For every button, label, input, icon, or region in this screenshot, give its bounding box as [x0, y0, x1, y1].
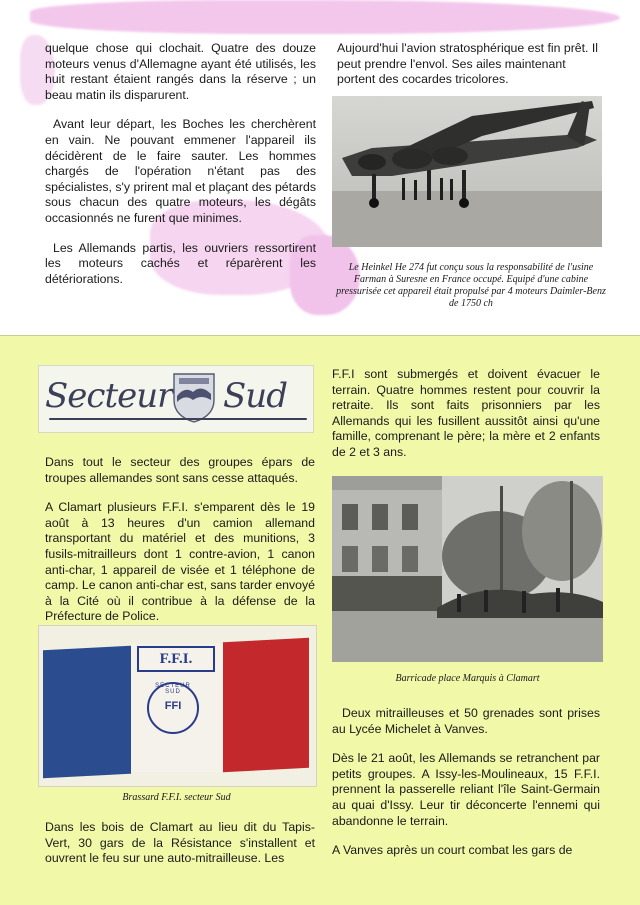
coat-of-arms-icon — [171, 372, 217, 424]
stamp-ring-text: SECTEUR SUD — [155, 683, 191, 695]
heinkel-aircraft-photo — [332, 96, 602, 247]
barricade-photo — [332, 476, 603, 662]
paragraph: A Vanves après un court combat les gars de — [332, 843, 573, 858]
paragraph: Dans tout le secteur des groupes épars de troupes allemandes sont sans cesse attaqués. — [45, 455, 315, 485]
armband-caption: Brassard F.F.I. secteur Sud — [122, 792, 231, 803]
secteur-sud-logo — [38, 365, 314, 433]
barricade-illustration — [332, 476, 603, 662]
paragraph: Avant leur départ, les Boches les cherchèrent en vain. Ne pouvant emmener l'appareil ils décidèrent de le faire sauter. Les hommes chargés de l'opération n'étant pas des spécialistes, s'y prirent mal et plaçant des pétards sous chacun des quatre moteurs, les dégâts occasionnés ne furent que minimes. — [45, 117, 316, 225]
logo-word-sud: Sud — [223, 376, 287, 416]
paragraph: Deux mitrailleuses et 50 grenades sont prises au Lycée Michelet à Vanves. — [332, 706, 600, 736]
paragraph: F.F.I sont submergés et doivent évacuer le terrain. Quatre hommes restent pour couvrir la retraite. Ils sont faits prisonniers par les Allemands qui les fusillent aussitôt ainsi qu'une famille, comprenant le père; la mère et 2 enfants de 2 et 3 ans. — [332, 367, 600, 459]
paragraph: Aujourd'hui l'avion stratosphérique est fin prêt. Il peut prendre l'envol. Ses ailes maintenant portent des cocardes tricolores. — [337, 41, 599, 87]
paragraph: Dans les bois de Clamart au lieu dit du Tapis-Vert, 30 gars de la Résistance s'installent et ouvrent le feu sur une auto-mitrailleuse. Les — [45, 820, 315, 866]
armband-round-stamp — [147, 682, 199, 734]
top-left-column — [45, 41, 316, 301]
logo-underline — [49, 418, 307, 420]
armband-red-stripe — [223, 638, 309, 773]
armband-stamp-ffi: F.F.I. — [137, 646, 215, 672]
ffi-armband-photo — [38, 625, 317, 787]
pink-brush-stroke — [30, 0, 620, 34]
aircraft-illustration — [332, 96, 602, 247]
bottom-right-column-end — [332, 706, 600, 873]
paragraph: quelque chose qui clochait. Quatre des douze moteurs venus d'Allemagne ayant été utilisés, les huit restant étaient rangés dans la réserve ; un beau matin ils disparurent. — [45, 41, 316, 102]
aircraft-photo-caption: Le Heinkel He 274 fut conçu sous la responsabilité de l'usine Farman à Suresne en France occupé. Equipé d'une cabine pressurisée cet appareil était propulsé par 4 moteurs Daimler-Benz de 1750 ch — [336, 262, 606, 309]
stamp-center-text: FFI — [164, 700, 182, 712]
paragraph: Dès le 21 août, les Allemands se retranchent par petits groupes. A Issy-les-Moulineaux, 15 F.F.I. prennent la passerelle reliant l'île Saint-Germain au quai d'Issy. Leur tir déconcerte l'ennemi qui abandonne le terrain. — [332, 751, 600, 828]
paragraph: A Clamart plusieurs F.F.I. s'emparent dès le 19 août à 13 heures d'un camion allemand transportant du matériel et des munitions, 3 fusils-mitrailleurs dont 1 contre-avion, 1 canon anti-char, 1 appareil de visée et 1 téléphone de camp. Le canon anti-char est, sans tarder envoyé à la Cité où il contribue à la défense de la Préfecture de Police. — [45, 500, 315, 624]
paragraph: Les Allemands partis, les ouvriers ressortirent les moteurs cachés et réparèrent les détériorations. — [45, 240, 316, 286]
armband-blue-stripe — [43, 646, 131, 779]
bottom-left-column-end — [45, 820, 315, 881]
bottom-right-column — [332, 367, 600, 475]
barricade-photo-caption: Barricade place Marquis à Clamart — [395, 673, 540, 684]
top-right-column — [337, 41, 601, 102]
bottom-left-column — [45, 455, 315, 639]
logo-word-secteur: Secteur — [45, 376, 173, 416]
